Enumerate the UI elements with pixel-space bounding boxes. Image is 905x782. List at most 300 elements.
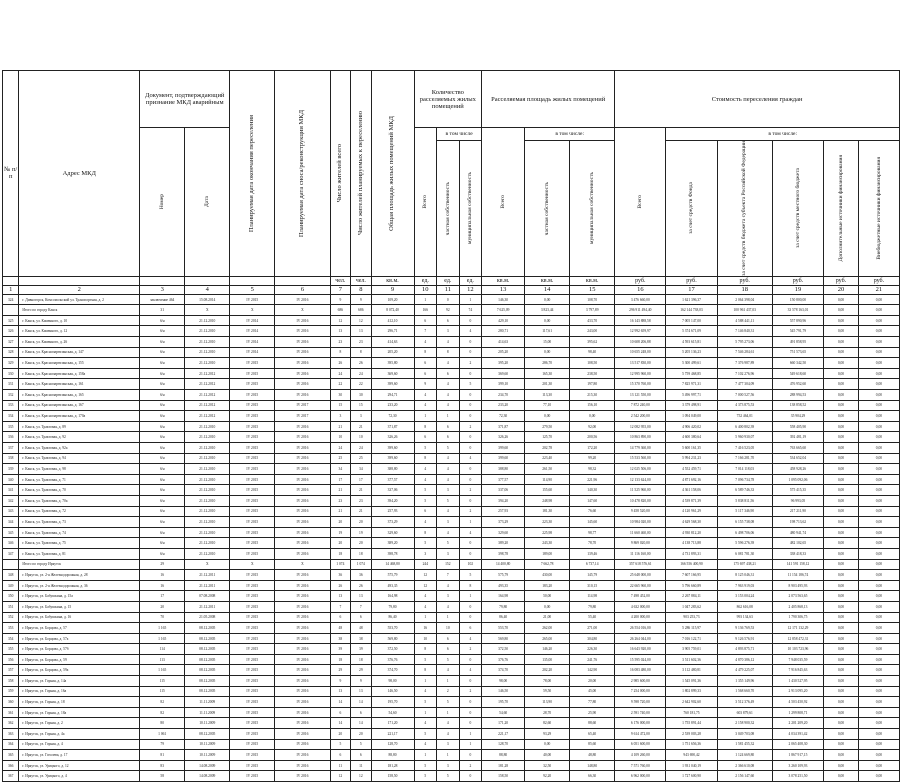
table-cell: 34 xyxy=(351,464,371,475)
table-cell: 3 476 660,00 xyxy=(615,294,666,305)
table-cell: 2 xyxy=(459,358,482,369)
table-cell: 3 260 109,93 xyxy=(772,760,823,771)
table-cell: 248,98 xyxy=(525,495,570,506)
table-cell: IV 2015 xyxy=(230,421,275,432)
table-cell: IV 2015 xyxy=(230,686,275,697)
table-cell: 28,70 xyxy=(525,707,570,718)
table-cell: 5 759 468,85 xyxy=(666,368,717,379)
column-number-cell: 9 xyxy=(371,285,414,294)
table-cell: 7 166 281,70 xyxy=(717,453,772,464)
unit-cell xyxy=(140,276,185,285)
table-cell: 11 xyxy=(351,760,371,771)
table-cell: 21,00 xyxy=(525,612,570,623)
table-cell: 330 xyxy=(3,368,19,379)
table-cell: 569,80 xyxy=(482,633,525,644)
table-cell: г. Канск, ул. Трактовая, д. 70а xyxy=(19,495,140,506)
table-cell: 388,80 xyxy=(482,464,525,475)
table-cell: 0,00 xyxy=(824,474,859,485)
table-cell: 9 xyxy=(330,676,350,687)
table-cell: 30 xyxy=(330,390,350,401)
table-cell: 88,80 xyxy=(371,750,414,761)
table-row xyxy=(3,411,900,422)
table-cell: 476 952,60 xyxy=(772,379,823,390)
table-cell: 325 xyxy=(3,315,19,326)
table-cell: 329,60 xyxy=(482,527,525,538)
table-cell: 8 xyxy=(459,580,482,591)
table-cell: 0,00 xyxy=(824,368,859,379)
table-cell: 862 616,08 xyxy=(717,601,772,612)
table-cell: 6 xyxy=(437,432,460,443)
table-cell: IV 2015 xyxy=(230,379,275,390)
table-cell: 21 xyxy=(351,485,371,496)
table-cell: 5 xyxy=(330,739,350,750)
table-cell: 2 065 408,30 xyxy=(772,739,823,750)
table-cell: 1 xyxy=(459,591,482,602)
table-cell: IV 2016 xyxy=(275,633,330,644)
table-cell: 1 095 092,06 xyxy=(772,474,823,485)
table-cell: IV 2015 xyxy=(230,548,275,559)
table-cell: 4 731 893,31 xyxy=(666,548,717,559)
table-cell: 0,00 xyxy=(824,453,859,464)
table-cell: 0,00 xyxy=(858,665,899,676)
table-cell: 4 xyxy=(437,729,460,740)
table-cell: 82,60 xyxy=(525,718,570,729)
table-cell: IV 2015 xyxy=(230,633,275,644)
table-cell: 262,00 xyxy=(525,623,570,634)
table-cell: 286,70 xyxy=(525,358,570,369)
table-cell: 0,00 xyxy=(858,686,899,697)
table-cell: 0 xyxy=(459,443,482,454)
table-cell: 142,90 xyxy=(570,665,615,676)
table-cell: 2 366 610,08 xyxy=(717,760,772,771)
table-body xyxy=(3,294,900,781)
table-cell: 12 xyxy=(414,580,437,591)
table-cell: 146,50 xyxy=(482,686,525,697)
table-cell: 0,00 xyxy=(858,432,899,443)
table-cell: 21.12.2010 xyxy=(185,548,230,559)
table-cell: 3 823,44 xyxy=(525,305,570,316)
table-cell: 335 xyxy=(3,421,19,432)
table-cell: 10 xyxy=(414,633,437,644)
table-cell: 328 xyxy=(3,347,19,358)
table-cell: 0 xyxy=(459,676,482,687)
table-row xyxy=(3,337,900,348)
table-row xyxy=(3,686,900,697)
table-cell: 8 xyxy=(414,347,437,358)
table-cell: 10 xyxy=(351,432,371,443)
table-cell: 4 xyxy=(437,527,460,538)
col-cost-local: за счет средств местного бюджета xyxy=(772,141,823,277)
table-cell: 0,00 xyxy=(858,527,899,538)
table-cell: 0,00 xyxy=(525,315,570,326)
table-cell: IV 2015 xyxy=(230,368,275,379)
table-cell: 0,00 xyxy=(824,750,859,761)
table-cell: 0,00 xyxy=(858,718,899,729)
table-cell: 226,30 xyxy=(570,644,615,655)
table-cell: 24 xyxy=(351,443,371,454)
unit-cell: чел. xyxy=(330,276,350,285)
table-cell: 398,78 xyxy=(371,548,414,559)
table-cell: IV 2016 xyxy=(275,527,330,538)
table-cell: 6 xyxy=(437,633,460,644)
table-cell: 0,00 xyxy=(858,697,899,708)
table-cell: 21 xyxy=(351,506,371,517)
table-cell: IV 2016 xyxy=(275,368,330,379)
table-cell: 15,00 xyxy=(525,337,570,348)
column-number-cell: 20 xyxy=(824,285,859,294)
table-cell: 21.12.2010 xyxy=(185,464,230,475)
table-cell: 2 156 147,60 xyxy=(717,771,772,782)
table-cell: 15 xyxy=(351,400,371,411)
table-cell: 0,00 xyxy=(824,729,859,740)
table-cell: 14.08.2009 xyxy=(185,771,230,782)
table-cell: б/н xyxy=(140,315,185,326)
table-cell: IV 2017 xyxy=(275,400,330,411)
table-cell: 21.12.2010 xyxy=(185,432,230,443)
table-cell: 145,79 xyxy=(570,570,615,581)
table-cell: IV 2016 xyxy=(275,729,330,740)
units-row xyxy=(3,276,900,285)
table-row xyxy=(3,697,900,708)
table-cell: 3 xyxy=(437,591,460,602)
table-cell: IV 2017 xyxy=(275,411,330,422)
table-cell: 21 xyxy=(330,485,350,496)
table-cell: 4 xyxy=(437,358,460,369)
table-cell: 164,98 xyxy=(482,591,525,602)
table-cell: г. Канск, ул. Трактовая, д. 98 xyxy=(19,464,140,475)
table-cell: IV 2016 xyxy=(275,548,330,559)
table-cell: 7 000 527,56 xyxy=(717,390,772,401)
table-cell: 223,30 xyxy=(525,517,570,528)
table-cell: г. Иркутск, ул. Борцова, д. 59а xyxy=(19,665,140,676)
col-total-area: Общая площадь жилых помещений МКД xyxy=(371,71,414,277)
table-cell: 10.11.2009 xyxy=(185,718,230,729)
unit-cell: руб. xyxy=(666,276,717,285)
table-cell: 114,90 xyxy=(525,474,570,485)
table-cell: 429,10 xyxy=(482,315,525,326)
table-cell: IV 2015 xyxy=(230,580,275,591)
table-cell: 0,00 xyxy=(824,707,859,718)
table-cell: 0 xyxy=(459,601,482,612)
table-cell: 1 094 049,00 xyxy=(666,411,717,422)
table-cell: IV 2015 xyxy=(230,411,275,422)
table-cell: 399,10 xyxy=(482,379,525,390)
table-cell: 18 xyxy=(330,654,350,665)
table-cell: 5 xyxy=(459,379,482,390)
table-cell: 0,00 xyxy=(858,379,899,390)
table-cell: 0,00 xyxy=(824,517,859,528)
table-cell: 113,30 xyxy=(525,390,570,401)
table-cell: 304,80 xyxy=(570,633,615,644)
table-cell: 0,00 xyxy=(824,315,859,326)
table-cell: б/н xyxy=(140,337,185,348)
table-cell: б/н xyxy=(140,548,185,559)
unit-cell: чел. xyxy=(351,276,371,285)
table-cell: 0,00 xyxy=(570,411,615,422)
table-cell: г. Канск, ул. Трактовая, д. 70 xyxy=(19,485,140,496)
table-cell: 943 690,42 xyxy=(666,750,717,761)
table-cell: 372,50 xyxy=(371,644,414,655)
table-cell: IV 2014 xyxy=(230,315,275,326)
table-cell: IV 2016 xyxy=(275,443,330,454)
table-cell: 189,00 xyxy=(525,548,570,559)
table-cell: г. Канск, ул. Трактовая, д. 72 xyxy=(19,506,140,517)
table-cell: 205,20 xyxy=(371,347,414,358)
table-cell: 8 xyxy=(437,347,460,358)
unit-cell xyxy=(275,276,330,285)
table-cell: 4 930 812,20 xyxy=(666,527,717,538)
table-cell: 8 xyxy=(414,453,437,464)
table-cell: IV 2015 xyxy=(230,612,275,623)
table-cell: 4 906 420,02 xyxy=(666,421,717,432)
table-cell: 412,10 xyxy=(371,315,414,326)
table-cell: 4 373 875,53 xyxy=(717,400,772,411)
table-cell: IV 2016 xyxy=(275,771,330,782)
table-cell: 0,00 xyxy=(824,654,859,665)
table-cell: 4 xyxy=(414,400,437,411)
table-cell: 98,40 xyxy=(570,347,615,358)
table-cell: 344 xyxy=(3,517,19,528)
table-cell: 30 xyxy=(351,390,371,401)
table-cell: 365 xyxy=(3,750,19,761)
table-cell: 16 xyxy=(414,623,437,634)
table-cell: IV 2015 xyxy=(230,623,275,634)
table-cell: 12 xyxy=(414,570,437,581)
table-cell: 24 xyxy=(330,443,350,454)
table-cell: 20 xyxy=(351,729,371,740)
table-cell: 0,00 xyxy=(858,315,899,326)
col-rooms-private: частная собственность xyxy=(437,141,460,277)
table-cell: 13 517 830,00 xyxy=(615,358,666,369)
table-cell: IV 2015 xyxy=(230,464,275,475)
table-cell: г. Канск, ул. Трактовая, д. 71 xyxy=(19,474,140,485)
table-cell: 2 073 563,65 xyxy=(772,591,823,602)
table-cell: 11.11.2009 xyxy=(185,697,230,708)
table-cell: 5 596 276,39 xyxy=(717,538,772,549)
table-cell: 45,00 xyxy=(570,686,615,697)
table-row xyxy=(3,760,900,771)
table-cell: 4 xyxy=(437,474,460,485)
table-cell: б/н xyxy=(140,400,185,411)
table-cell: 395,80 xyxy=(371,358,414,369)
table-cell: г. Канск, ул. Краснопартизанская, д. 161 xyxy=(19,379,140,390)
table-cell: 3 049 703,08 xyxy=(717,729,772,740)
table-cell: 0,00 xyxy=(824,538,859,549)
table-cell: 26 xyxy=(351,580,371,591)
table-cell: 14 779 360,00 xyxy=(615,443,666,454)
table-cell: 0 xyxy=(459,750,482,761)
table-cell: 6 xyxy=(414,315,437,326)
table-cell: 4 xyxy=(459,453,482,464)
table-cell: 395,62 xyxy=(570,337,615,348)
table-cell: 0,00 xyxy=(824,294,859,305)
unit-cell xyxy=(185,276,230,285)
table-cell: 20 xyxy=(140,601,185,612)
table-cell: 1 xyxy=(414,707,437,718)
table-cell: IV 2015 xyxy=(230,432,275,443)
table-cell: 10 xyxy=(330,432,350,443)
table-cell: 7 477 304,09 xyxy=(717,379,772,390)
table-cell: 4 xyxy=(437,379,460,390)
table-cell: 1 568 660,70 xyxy=(717,686,772,697)
table-cell: 38 xyxy=(330,633,350,644)
table-cell: 19 xyxy=(330,527,350,538)
column-number-cell: 10 xyxy=(414,285,437,294)
unit-cell: руб. xyxy=(824,276,859,285)
table-cell: 280,71 xyxy=(482,326,525,337)
table-cell: 39 xyxy=(330,644,350,655)
table-cell: 2 xyxy=(459,506,482,517)
table-row xyxy=(3,485,900,496)
table-cell: IV 2016 xyxy=(275,390,330,401)
table-cell: 20 xyxy=(351,538,371,549)
table-cell: 2 985 600,00 xyxy=(615,676,666,687)
table-cell: 21.12.2012 xyxy=(185,379,230,390)
table-cell: 0,00 xyxy=(858,390,899,401)
table-cell: 389,20 xyxy=(371,538,414,549)
table-cell: 343 xyxy=(3,506,19,517)
table-cell: 3 511 602,36 xyxy=(666,654,717,665)
table-cell: 0,00 xyxy=(858,559,899,570)
table-cell: б/н xyxy=(140,538,185,549)
table-cell: 1 xyxy=(414,612,437,623)
table-cell: г. Иркутск, ул. Горная, д. 18 xyxy=(19,697,140,708)
table-cell: 78,70 xyxy=(570,538,615,549)
table-cell: 5 xyxy=(437,443,460,454)
table-cell: 25 648 000,00 xyxy=(615,570,666,581)
col-rooms-municipal: муниципальная собственность xyxy=(459,141,482,277)
table-cell: 4 600 380,64 xyxy=(666,432,717,443)
table-cell: 3 xyxy=(437,485,460,496)
table-row xyxy=(3,771,900,782)
table-cell: 155,60 xyxy=(525,485,570,496)
table-cell: 6 498 706,06 xyxy=(717,527,772,538)
table-cell: 1 xyxy=(437,707,460,718)
table-cell: 7 546 284,61 xyxy=(717,347,772,358)
table-cell: 9 869 020,00 xyxy=(615,538,666,549)
table-cell: г. Иркутск, ул. Бабушкина, д. 15а xyxy=(19,591,140,602)
table-cell: IV 2016 xyxy=(275,326,330,337)
table-cell: 0,00 xyxy=(858,485,899,496)
table-cell: 3 112 480,81 xyxy=(666,665,717,676)
unit-cell: ед. xyxy=(459,276,482,285)
table-cell: 371,87 xyxy=(371,421,414,432)
table-cell: 244 xyxy=(414,559,437,570)
table-cell: 6 xyxy=(414,358,437,369)
table-cell: 0,00 xyxy=(858,347,899,358)
table-cell: 374,70 xyxy=(371,665,414,676)
table-cell: 17 xyxy=(330,474,350,485)
table-cell: IV 2015 xyxy=(230,570,275,581)
table-cell: б/н xyxy=(140,358,185,369)
table-cell: 20 xyxy=(330,729,350,740)
table-cell: 109,20 xyxy=(371,294,414,305)
table-cell: 3 xyxy=(437,739,460,750)
table-cell: 5 xyxy=(459,570,482,581)
table-cell: 5 xyxy=(351,739,371,750)
table-cell: г. Канск, ул. Каменного, д. 10 xyxy=(19,315,140,326)
table-cell: 558 405,90 xyxy=(772,421,823,432)
table-cell: 22 665 960,00 xyxy=(615,580,666,591)
table-cell: 0,00 xyxy=(824,432,859,443)
table-cell: IV 2016 xyxy=(275,379,330,390)
table-cell: 0,00 xyxy=(858,411,899,422)
table-cell: 22 xyxy=(330,379,350,390)
table-cell: 135,00 xyxy=(525,654,570,665)
table-cell: 13 xyxy=(330,686,350,697)
table-cell: б/н xyxy=(140,411,185,422)
table-cell: IV 2016 xyxy=(275,601,330,612)
table-cell: 491 858,95 xyxy=(772,337,823,348)
table-row xyxy=(3,495,900,506)
table-cell: 372,50 xyxy=(482,644,525,655)
table-cell: IV 2016 xyxy=(275,612,330,623)
table-cell: 2 913 095,20 xyxy=(772,686,823,697)
col-cost-subject: за счет средств бюджета субъекта Российской Федерации xyxy=(717,141,772,277)
table-cell: 354 xyxy=(3,633,19,644)
table-row xyxy=(3,612,900,623)
unit-cell: руб. xyxy=(717,276,772,285)
table-cell: 38 xyxy=(351,633,371,644)
table-cell: IV 2015 xyxy=(230,538,275,549)
table-cell: 7 376 987,89 xyxy=(717,358,772,369)
table-cell: 8 903 495,93 xyxy=(772,580,823,591)
table-cell: 326,26 xyxy=(371,432,414,443)
table-row xyxy=(3,580,900,591)
table-cell: IV 2015 xyxy=(230,654,275,665)
table-cell: б/н xyxy=(140,506,185,517)
table-cell: б/н xyxy=(140,474,185,485)
table-cell: 24 xyxy=(351,368,371,379)
table-cell: 557 890,96 xyxy=(772,315,823,326)
table-cell: IV 2015 xyxy=(230,443,275,454)
table-cell: 7 xyxy=(351,601,371,612)
table-cell: 1 755 891,44 xyxy=(666,718,717,729)
table-cell: 26 264 044,00 xyxy=(615,633,666,644)
table-cell: г. Иркутск, ул. Борцова, д. 57 xyxy=(19,623,140,634)
table-cell: г. Канск, ул. Краснопартизанская, д. 167 xyxy=(19,400,140,411)
table-row xyxy=(3,474,900,485)
table-cell: 6 962 000,00 xyxy=(615,771,666,782)
col-doc-number: Номер xyxy=(140,128,185,277)
table-cell: г. Иркутск, ул. Горная, д. 4а xyxy=(19,729,140,740)
table-row xyxy=(3,506,900,517)
table-cell: 374,70 xyxy=(482,665,525,676)
table-cell: 5 xyxy=(414,729,437,740)
table-cell: 569,80 xyxy=(371,633,414,644)
table-cell: 82 xyxy=(140,707,185,718)
table-cell: г. Иркутск, ул. Борцова, д. 57б xyxy=(19,644,140,655)
table-cell: 74 xyxy=(459,305,482,316)
table-cell: 0 xyxy=(459,707,482,718)
table-cell: 0,00 xyxy=(824,527,859,538)
table-cell: б/н xyxy=(140,432,185,443)
table-cell: X xyxy=(185,559,230,570)
column-number-cell: 11 xyxy=(437,285,460,294)
table-cell: 752 464,01 xyxy=(717,411,772,422)
table-cell: 0,00 xyxy=(824,421,859,432)
table-cell: 0,00 xyxy=(824,676,859,687)
table-cell: 6 xyxy=(330,750,350,761)
table-cell: 54,60 xyxy=(482,707,525,718)
table-cell: 4 xyxy=(459,633,482,644)
table-cell: 0,00 xyxy=(824,570,859,581)
table-cell: г. Канск, ул. Краснопартизанская, д. 165 xyxy=(19,390,140,401)
col-residents: Число жителей всего xyxy=(330,71,350,277)
table-cell: б/н xyxy=(140,517,185,528)
table-cell: 3 512 376,49 xyxy=(717,697,772,708)
table-cell: 5 xyxy=(414,485,437,496)
